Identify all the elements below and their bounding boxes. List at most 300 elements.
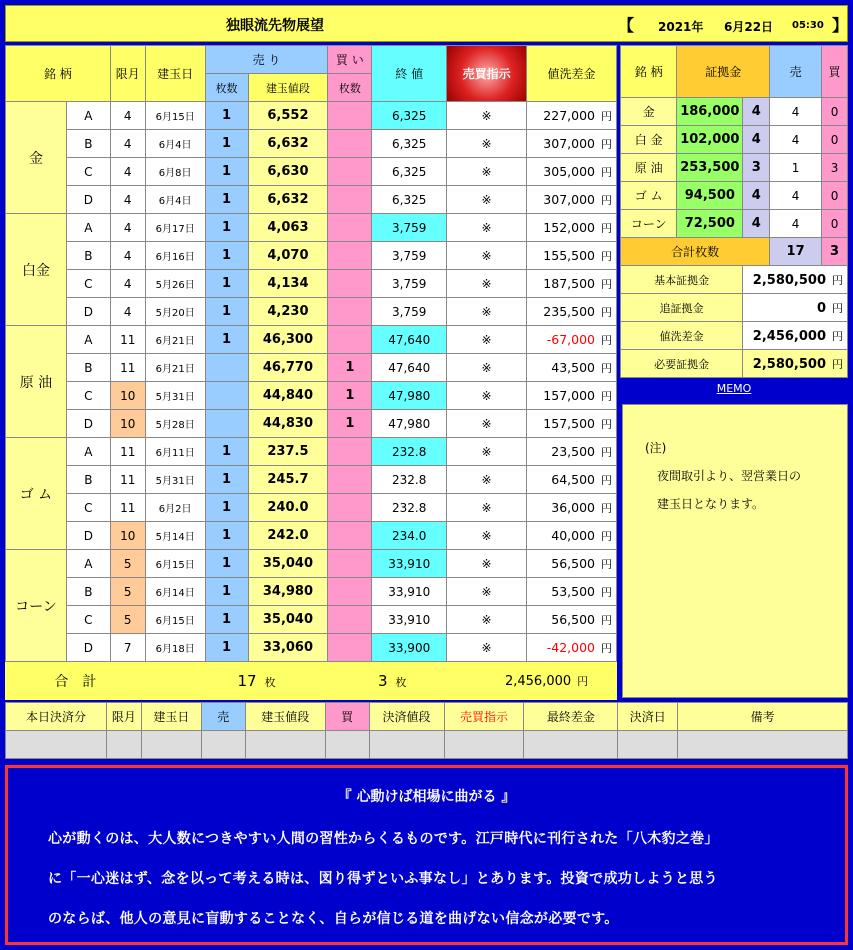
margin-row: [621, 210, 848, 238]
table-row: [6, 326, 617, 354]
row-diff: 56,500: [551, 611, 595, 627]
settle-cell[interactable]: [6, 731, 107, 759]
yen-unit: 円: [832, 329, 843, 343]
row-date: 6月15日: [145, 550, 205, 578]
row-id: A: [66, 214, 110, 242]
row-month: 11: [110, 354, 145, 382]
row-id: A: [66, 326, 110, 354]
settle-header-3: 売: [201, 703, 245, 731]
margin-row: [621, 154, 848, 182]
margin-total-sell: 17: [770, 238, 822, 266]
yen-unit: 円: [601, 109, 612, 123]
table-row: [6, 214, 617, 242]
col-header-meigara: 銘 柄: [6, 46, 111, 102]
row-buy-count: [328, 158, 372, 186]
settle-cell[interactable]: [369, 731, 444, 759]
row-id: B: [66, 578, 110, 606]
row-signal: ※: [447, 186, 527, 214]
row-id: C: [66, 494, 110, 522]
row-price: 33,060: [248, 634, 328, 662]
row-buy-count: 1: [328, 354, 372, 382]
row-buy-count: [328, 298, 372, 326]
row-buy-count: 1: [328, 382, 372, 410]
group-name: ゴ ム: [6, 438, 67, 550]
yen-unit: 円: [601, 501, 612, 515]
table-row: [6, 102, 617, 130]
row-price: 242.0: [248, 522, 328, 550]
row-sell-count: 1: [205, 550, 248, 578]
row-price: 6,632: [248, 186, 328, 214]
margin-sell: 4: [770, 182, 822, 210]
row-date: 6月4日: [145, 130, 205, 158]
row-diff-cell: [527, 130, 617, 158]
settle-cell[interactable]: [245, 731, 325, 759]
memo-panel: [622, 404, 848, 698]
margin-sell: 1: [770, 154, 822, 182]
table-row: [6, 522, 617, 550]
summary-value: 2,580,500: [752, 272, 826, 288]
row-sell-count: 1: [205, 270, 248, 298]
row-diff-cell: [527, 354, 617, 382]
row-diff-cell: [527, 326, 617, 354]
yen-unit: 円: [601, 221, 612, 235]
row-month: 4: [110, 270, 145, 298]
margin-header-kai: 買: [822, 46, 848, 98]
summary-row: [621, 322, 848, 350]
row-signal: ※: [447, 354, 527, 382]
table-row: [6, 550, 617, 578]
row-date: 5月14日: [145, 522, 205, 550]
row-id: C: [66, 270, 110, 298]
row-month: 11: [110, 494, 145, 522]
row-diff-cell: [527, 186, 617, 214]
summary-label: 値洗差金: [621, 322, 743, 350]
row-id: C: [66, 158, 110, 186]
yen-unit: 円: [601, 333, 612, 347]
yen-unit: 円: [601, 445, 612, 459]
table-row: [6, 130, 617, 158]
margin-sell: 4: [770, 126, 822, 154]
margin-buy: 0: [822, 126, 848, 154]
row-sell-count: 1: [205, 130, 248, 158]
header-time: 05:30: [792, 20, 824, 31]
row-id: C: [66, 382, 110, 410]
row-diff-cell: [527, 578, 617, 606]
table-row: [6, 270, 617, 298]
settle-cell[interactable]: [524, 731, 618, 759]
summary-value-cell: [743, 322, 848, 350]
yen-unit: 円: [601, 557, 612, 571]
row-sell-count: 1: [205, 438, 248, 466]
total-cell: [328, 662, 447, 700]
row-date: 6月15日: [145, 606, 205, 634]
row-price: 237.5: [248, 438, 328, 466]
table-row: [6, 298, 617, 326]
margin-buy: 0: [822, 98, 848, 126]
row-date: 6月14日: [145, 578, 205, 606]
yen-unit: 円: [601, 389, 612, 403]
row-price: 46,770: [248, 354, 328, 382]
summary-label: 追証拠金: [621, 294, 743, 322]
table-row: [6, 410, 617, 438]
summary-label: 基本証拠金: [621, 266, 743, 294]
header-date: 6月22日: [724, 20, 774, 34]
row-month: 4: [110, 298, 145, 326]
table-row: [6, 242, 617, 270]
row-sell-count: 1: [205, 494, 248, 522]
row-date: 5月31日: [145, 466, 205, 494]
table-row: [6, 606, 617, 634]
row-signal: ※: [447, 410, 527, 438]
row-close: 3,759: [372, 270, 447, 298]
memo-line-2: 建玉日となります。: [657, 497, 765, 511]
row-date: 6月17日: [145, 214, 205, 242]
quote-line-3: のならば、他人の意見に盲動することなく、自らが信じる道を曲げない信念が必要です。: [48, 911, 619, 927]
yen-unit: 円: [832, 301, 843, 315]
row-month: 11: [110, 466, 145, 494]
row-diff-cell: [527, 298, 617, 326]
yen-unit: 円: [601, 529, 612, 543]
row-diff: 157,000: [543, 387, 595, 403]
table-row: [6, 186, 617, 214]
settle-header-4: 建玉値段: [245, 703, 325, 731]
row-diff-cell: [527, 214, 617, 242]
row-sell-count: 1: [205, 102, 248, 130]
row-signal: ※: [447, 158, 527, 186]
row-month: 11: [110, 326, 145, 354]
row-diff: 155,500: [543, 247, 595, 263]
row-signal: ※: [447, 214, 527, 242]
row-price: 6,552: [248, 102, 328, 130]
yen-unit: 円: [601, 277, 612, 291]
row-diff: 36,000: [551, 499, 595, 515]
settle-header-9: 決済日: [618, 703, 678, 731]
margin-header-meigara: 銘 柄: [621, 46, 677, 98]
settle-cell[interactable]: [618, 731, 678, 759]
row-diff: 187,500: [543, 275, 595, 291]
table-row: [6, 354, 617, 382]
memo-link[interactable]: MEMO: [716, 382, 752, 395]
row-buy-count: 1: [328, 410, 372, 438]
row-month: 4: [110, 214, 145, 242]
row-id: A: [66, 438, 110, 466]
col-header-neaarai: 値洗差金: [527, 46, 617, 102]
settle-cell[interactable]: [201, 731, 245, 759]
row-id: B: [66, 354, 110, 382]
row-sell-count: [205, 410, 248, 438]
row-date: 5月20日: [145, 298, 205, 326]
row-buy-count: [328, 522, 372, 550]
yen-unit: 円: [601, 361, 612, 375]
summary-row: [621, 266, 848, 294]
row-close: 33,910: [372, 606, 447, 634]
row-close: 6,325: [372, 186, 447, 214]
row-sell-count: 1: [205, 158, 248, 186]
row-close: 3,759: [372, 214, 447, 242]
margin-name: コーン: [621, 210, 677, 238]
margin-buy: 0: [822, 182, 848, 210]
row-signal: ※: [447, 326, 527, 354]
table-row: [6, 494, 617, 522]
row-signal: ※: [447, 242, 527, 270]
total-cell: [6, 662, 146, 700]
row-sell-count: 1: [205, 578, 248, 606]
row-id: B: [66, 466, 110, 494]
row-diff: 152,000: [543, 219, 595, 235]
row-close: 47,980: [372, 410, 447, 438]
col-header-tategyokubi: 建玉日: [145, 46, 205, 102]
margin-total-label: 合計枚数: [621, 238, 770, 266]
margin-header-uri: 売: [770, 46, 822, 98]
col-header-kai: 買 い: [328, 46, 372, 74]
row-date: 6月8日: [145, 158, 205, 186]
row-price: 44,840: [248, 382, 328, 410]
memo-note: (注): [645, 441, 667, 455]
date-bracket-close: 】: [832, 16, 849, 35]
row-sell-count: [205, 354, 248, 382]
row-price: 46,300: [248, 326, 328, 354]
margin-amount: 102,000: [677, 126, 743, 154]
margin-total-buy: 3: [822, 238, 848, 266]
row-signal: ※: [447, 130, 527, 158]
row-month: 4: [110, 242, 145, 270]
group-name: 白金: [6, 214, 67, 326]
memo-line-1: 夜間取引より、翌営業日の: [657, 469, 802, 483]
total-diff: 2,456,000: [504, 673, 572, 689]
yen-unit: 円: [601, 417, 612, 431]
margin-count: 4: [743, 182, 770, 210]
row-price: 240.0: [248, 494, 328, 522]
settle-cell[interactable]: [106, 731, 141, 759]
row-buy-count: [328, 270, 372, 298]
row-diff: 305,000: [543, 163, 595, 179]
settle-cell[interactable]: [325, 731, 369, 759]
row-price: 35,040: [248, 550, 328, 578]
margin-sell: 4: [770, 98, 822, 126]
row-buy-count: [328, 186, 372, 214]
col-header-sell-count: 枚数: [205, 74, 248, 102]
settlement-table: [5, 702, 848, 759]
row-close: 47,640: [372, 354, 447, 382]
row-diff-cell: [527, 102, 617, 130]
row-date: 6月16日: [145, 242, 205, 270]
row-sell-count: 1: [205, 298, 248, 326]
yen-unit: 円: [601, 613, 612, 627]
margin-count: 4: [743, 126, 770, 154]
row-month: 10: [110, 382, 145, 410]
margin-count: 4: [743, 98, 770, 126]
row-close: 3,759: [372, 298, 447, 326]
yen-unit: 円: [601, 193, 612, 207]
row-diff: 227,000: [543, 107, 595, 123]
settle-cell[interactable]: [444, 731, 524, 759]
quote-title: 『 心動けば相場に曲がる 』: [337, 789, 516, 805]
row-month: 7: [110, 634, 145, 662]
row-diff: 40,000: [551, 527, 595, 543]
row-id: B: [66, 130, 110, 158]
row-date: 6月4日: [145, 186, 205, 214]
row-diff: 307,000: [543, 191, 595, 207]
margin-buy: 0: [822, 210, 848, 238]
row-diff: 43,500: [551, 359, 595, 375]
row-buy-count: [328, 466, 372, 494]
margin-sell: 4: [770, 210, 822, 238]
yen-unit: 円: [601, 641, 612, 655]
settle-header-2: 建玉日: [141, 703, 201, 731]
total-cell: [447, 662, 617, 700]
row-date: 6月18日: [145, 634, 205, 662]
row-diff: 56,500: [551, 555, 595, 571]
row-sell-count: 1: [205, 214, 248, 242]
yen-unit: 円: [832, 357, 843, 371]
col-header-tategyoku-nedan: 建玉値段: [248, 74, 328, 102]
group-name: 原 油: [6, 326, 67, 438]
row-close: 6,325: [372, 158, 447, 186]
row-price: 6,630: [248, 158, 328, 186]
total-label: 合 計: [54, 673, 97, 690]
row-diff: -42,000: [546, 639, 595, 655]
row-sell-count: 1: [205, 466, 248, 494]
summary-value-cell: [743, 294, 848, 322]
row-signal: ※: [447, 578, 527, 606]
total-sell: 17: [237, 671, 257, 690]
row-id: C: [66, 606, 110, 634]
summary-label: 必要証拠金: [621, 350, 743, 378]
row-signal: ※: [447, 382, 527, 410]
header-bar: [5, 5, 848, 42]
row-id: B: [66, 242, 110, 270]
row-id: D: [66, 522, 110, 550]
row-diff-cell: [527, 494, 617, 522]
margin-header-shokokin: 証拠金: [677, 46, 770, 98]
row-diff-cell: [527, 270, 617, 298]
row-close: 232.8: [372, 466, 447, 494]
summary-value: 0: [816, 300, 826, 316]
row-diff-cell: [527, 522, 617, 550]
total-yen: 円: [577, 674, 589, 688]
table-row: [6, 578, 617, 606]
row-diff: 307,000: [543, 135, 595, 151]
row-diff-cell: [527, 382, 617, 410]
row-buy-count: [328, 606, 372, 634]
total-cell: [145, 662, 328, 700]
total-buy-unit: 枚: [395, 675, 407, 689]
row-signal: ※: [447, 494, 527, 522]
margin-name: 原 油: [621, 154, 677, 182]
margin-buy: 3: [822, 154, 848, 182]
margin-name: 金: [621, 98, 677, 126]
row-month: 5: [110, 550, 145, 578]
row-date: 5月26日: [145, 270, 205, 298]
summary-value: 2,456,000: [752, 328, 826, 344]
group-name: 金: [6, 102, 67, 214]
table-row: [6, 382, 617, 410]
row-signal: ※: [447, 438, 527, 466]
row-close: 3,759: [372, 242, 447, 270]
row-buy-count: [328, 242, 372, 270]
row-date: 5月28日: [145, 410, 205, 438]
yen-unit: 円: [601, 165, 612, 179]
row-diff-cell: [527, 410, 617, 438]
row-buy-count: [328, 494, 372, 522]
row-diff-cell: [527, 438, 617, 466]
row-date: 6月11日: [145, 438, 205, 466]
row-sell-count: 1: [205, 634, 248, 662]
row-diff-cell: [527, 158, 617, 186]
settle-header-0: 本日決済分: [6, 703, 107, 731]
total-row: [6, 662, 617, 700]
yen-unit: 円: [601, 305, 612, 319]
total-buy: 3: [377, 671, 388, 690]
row-signal: ※: [447, 522, 527, 550]
row-price: 245.7: [248, 466, 328, 494]
row-diff-cell: [527, 550, 617, 578]
row-date: 6月2日: [145, 494, 205, 522]
row-sell-count: [205, 382, 248, 410]
margin-amount: 186,000: [677, 98, 743, 126]
margin-name: 白 金: [621, 126, 677, 154]
row-sell-count: 1: [205, 522, 248, 550]
row-date: 6月15日: [145, 102, 205, 130]
row-price: 35,040: [248, 606, 328, 634]
quote-box: [5, 765, 848, 945]
settle-header-10: 備考: [678, 703, 848, 731]
row-id: D: [66, 298, 110, 326]
col-header-signal: 売買指示: [447, 46, 527, 102]
row-sell-count: 1: [205, 186, 248, 214]
settle-cell[interactable]: [678, 731, 848, 759]
row-signal: ※: [447, 550, 527, 578]
total-sell-unit: 枚: [264, 675, 276, 689]
row-id: A: [66, 550, 110, 578]
row-close: 232.8: [372, 438, 447, 466]
row-sell-count: 1: [205, 242, 248, 270]
row-buy-count: [328, 438, 372, 466]
row-signal: ※: [447, 270, 527, 298]
positions-table: [5, 45, 617, 700]
row-close: 6,325: [372, 130, 447, 158]
margin-row: [621, 126, 848, 154]
row-signal: ※: [447, 466, 527, 494]
row-signal: ※: [447, 298, 527, 326]
row-diff: 64,500: [551, 471, 595, 487]
quote-line-1: 心が動くのは、大人数につきやすい人間の習性からくるものです。江戸時代に刊行された「八木豹之巻」: [48, 831, 719, 847]
quote-line-2: に「一心迷はず、念を以って考える時は、図り得ずといふ事なし」とあります。投資で成功しようと思う: [48, 871, 718, 887]
row-month: 10: [110, 410, 145, 438]
summary-value: 2,580,500: [752, 356, 826, 372]
settle-header-8: 最終差金: [524, 703, 618, 731]
row-price: 6,632: [248, 130, 328, 158]
margin-row: [621, 98, 848, 126]
row-signal: ※: [447, 606, 527, 634]
settle-header-7: 売買指示: [444, 703, 524, 731]
row-buy-count: [328, 326, 372, 354]
row-id: D: [66, 634, 110, 662]
row-price: 4,134: [248, 270, 328, 298]
row-close: 33,910: [372, 578, 447, 606]
table-row: [6, 158, 617, 186]
row-signal: ※: [447, 634, 527, 662]
row-close: 33,910: [372, 550, 447, 578]
settle-header-5: 買: [325, 703, 369, 731]
margin-amount: 72,500: [677, 210, 743, 238]
yen-unit: 円: [601, 473, 612, 487]
margin-table: [620, 45, 848, 378]
summary-value-cell: [743, 266, 848, 294]
row-month: 10: [110, 522, 145, 550]
row-signal: ※: [447, 102, 527, 130]
settle-cell[interactable]: [141, 731, 201, 759]
